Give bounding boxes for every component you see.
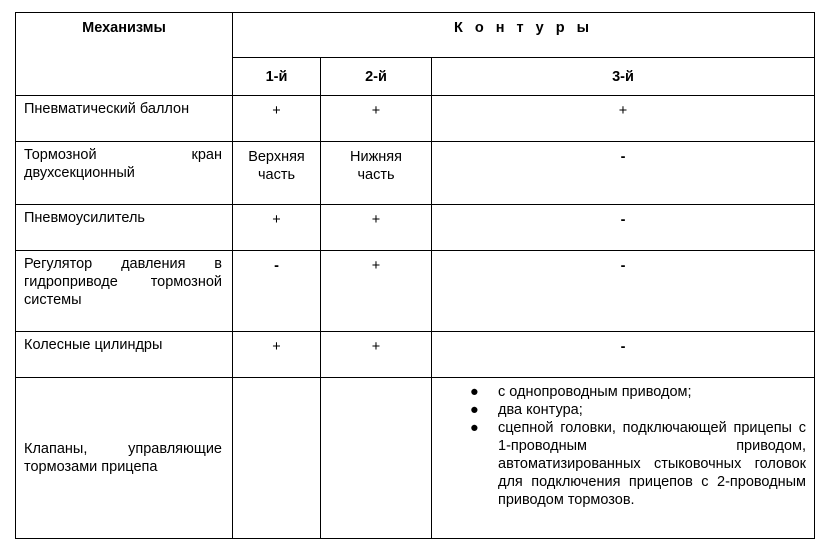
header-contours <box>233 13 815 58</box>
contour-3-cell: - <box>432 251 815 332</box>
contour-3-cell: - <box>432 332 815 378</box>
header-contour-3: 3-й <box>432 58 815 96</box>
header-mechanisms <box>16 13 233 96</box>
contour-1-line: часть <box>257 167 296 183</box>
list-item <box>432 419 806 509</box>
mechanism-line: Тормозной кран <box>24 147 222 163</box>
list-item <box>432 401 806 419</box>
mechanism-cell <box>16 142 233 205</box>
table-row <box>16 332 815 378</box>
table-row <box>16 142 815 205</box>
contour-2-cell: + <box>321 205 432 251</box>
contour-1-cell <box>233 142 321 205</box>
mechanism-line: системы <box>24 292 82 308</box>
contour-2-line: Нижняя <box>350 149 402 165</box>
brake-contours-table <box>15 12 815 539</box>
bullet-icon: ● <box>470 420 479 436</box>
contour-2-cell: + <box>321 332 432 378</box>
table-row <box>16 96 815 142</box>
contour-2-cell: + <box>321 251 432 332</box>
contour-3-cell: + <box>432 96 815 142</box>
contour-2-cell <box>321 378 432 539</box>
contour-2-cell: + <box>321 96 432 142</box>
table-row <box>16 251 815 332</box>
list-item <box>432 383 806 401</box>
mechanism-cell <box>16 251 233 332</box>
list-item-text: два контура; <box>498 402 583 418</box>
header-contour-1: 1-й <box>233 58 321 96</box>
mechanism-line: тормозами прицепа <box>24 459 158 475</box>
contour-1-cell: - <box>233 251 321 332</box>
mechanism-line: двухсекционный <box>24 165 135 181</box>
header-contours-text: К о н т у р ы <box>453 20 594 36</box>
contour-2-cell <box>321 142 432 205</box>
mechanism-cell: Пневмоусилитель <box>16 205 233 251</box>
mechanism-line: Регулятор давления в <box>24 256 222 272</box>
contour-3-cell: - <box>432 142 815 205</box>
contour-1-cell: + <box>233 96 321 142</box>
contour-3-cell <box>432 378 815 539</box>
header-mechanisms-text: Механизмы <box>82 20 166 36</box>
contour-1-line: Верхняя <box>248 149 305 165</box>
mechanism-line: Клапаны, управляющие <box>24 441 222 457</box>
table-row <box>16 378 815 539</box>
contour-1-cell: + <box>233 205 321 251</box>
contour-1-cell <box>233 378 321 539</box>
contour-1-cell: + <box>233 332 321 378</box>
list-item-text: сцепной головки, подключающей прицепы с 1-проводным приводом, автоматизированных стыковочных головок для подключения прицепов с 2-проводным приводом тормозов. <box>498 420 807 508</box>
contour-2-line: часть <box>357 167 395 183</box>
valve-types-list <box>432 378 814 509</box>
mechanism-cell: Колесные цилиндры <box>16 332 233 378</box>
bullet-icon: ● <box>470 402 479 418</box>
mechanism-cell: Пневматический баллон <box>16 96 233 142</box>
header-contour-2: 2-й <box>321 58 432 96</box>
mechanism-line: гидроприводе тормозной <box>24 274 222 290</box>
list-item-text: с однопроводным приводом; <box>498 384 692 400</box>
table-row <box>16 205 815 251</box>
mechanism-cell <box>16 378 233 539</box>
bullet-icon: ● <box>470 384 479 400</box>
contour-3-cell: - <box>432 205 815 251</box>
